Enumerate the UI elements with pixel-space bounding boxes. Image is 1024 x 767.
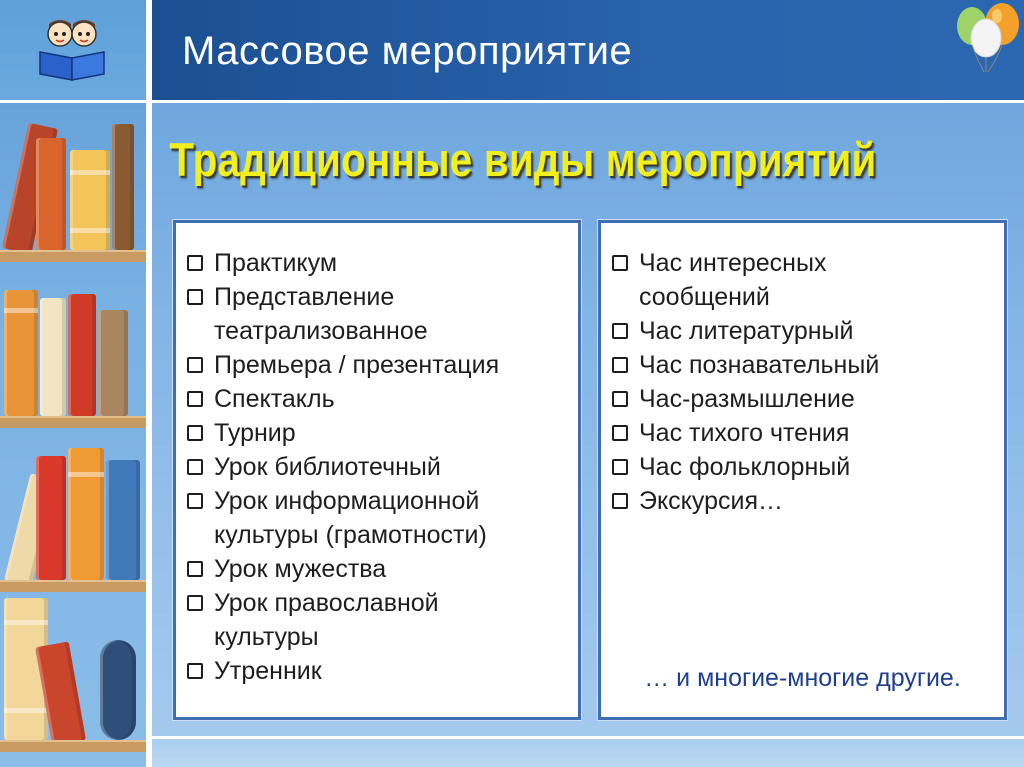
book xyxy=(40,298,66,416)
list-item: Час тихого чтения xyxy=(601,416,1004,450)
list-item: Урок библиотечный xyxy=(176,450,578,484)
list-item: Спектакль xyxy=(176,382,578,416)
checkbox-icon xyxy=(187,289,203,305)
checkbox-icon xyxy=(612,391,628,407)
book xyxy=(36,138,66,250)
bottom-band xyxy=(152,737,1024,767)
book xyxy=(68,448,104,580)
page-title: Массовое мероприятие xyxy=(182,29,633,73)
list-item: Урок православной культуры xyxy=(176,586,578,654)
vertical-divider xyxy=(146,0,149,767)
book xyxy=(36,456,66,580)
book xyxy=(68,294,96,416)
list-item: Час фольклорный xyxy=(601,450,1004,484)
list-item: Урок информационной культуры (грамотности) xyxy=(176,484,578,552)
checkbox-icon xyxy=(187,425,203,441)
bottom-divider xyxy=(152,736,1024,739)
list-item: Урок мужества xyxy=(176,552,578,586)
list-item: Утренник xyxy=(176,654,578,688)
balloons-icon xyxy=(948,2,1024,74)
children-reading-icon xyxy=(36,14,108,82)
more-note: … и многие-многие другие. xyxy=(644,664,961,692)
shelf xyxy=(0,580,146,592)
list-item: Турнир xyxy=(176,416,578,450)
section-heading: Традиционные виды мероприятий xyxy=(169,133,877,186)
checkbox-icon xyxy=(187,663,203,679)
book xyxy=(98,310,128,416)
book xyxy=(4,290,38,416)
checkbox-icon xyxy=(612,493,628,509)
checkbox-icon xyxy=(187,357,203,373)
header-bar xyxy=(152,0,1024,100)
shelf xyxy=(0,740,146,752)
left-list-card xyxy=(173,220,581,720)
checkbox-icon xyxy=(612,459,628,475)
shelf xyxy=(0,250,146,262)
book xyxy=(100,640,136,740)
book xyxy=(106,460,140,580)
list-item: Экскурсия… xyxy=(601,484,1004,518)
list-item: Час-размышление xyxy=(601,382,1004,416)
checkbox-icon xyxy=(187,459,203,475)
checkbox-icon xyxy=(612,357,628,373)
left-list xyxy=(176,246,578,688)
checkbox-icon xyxy=(187,391,203,407)
checkbox-icon xyxy=(612,255,628,271)
list-item: Час познавательный xyxy=(601,348,1004,382)
bookshelf-illustration xyxy=(0,0,146,767)
right-list-card xyxy=(598,220,1007,720)
list-item: Час интересных сообщений xyxy=(601,246,1004,314)
checkbox-icon xyxy=(187,493,203,509)
checkbox-icon xyxy=(187,595,203,611)
checkbox-icon xyxy=(187,255,203,271)
right-list xyxy=(601,246,1004,518)
list-item: Премьера / презентация xyxy=(176,348,578,382)
list-item: Час литературный xyxy=(601,314,1004,348)
checkbox-icon xyxy=(612,323,628,339)
checkbox-icon xyxy=(612,425,628,441)
shelf xyxy=(0,416,146,428)
list-item: Представление театрализованное xyxy=(176,280,578,348)
checkbox-icon xyxy=(187,561,203,577)
list-item: Практикум xyxy=(176,246,578,280)
